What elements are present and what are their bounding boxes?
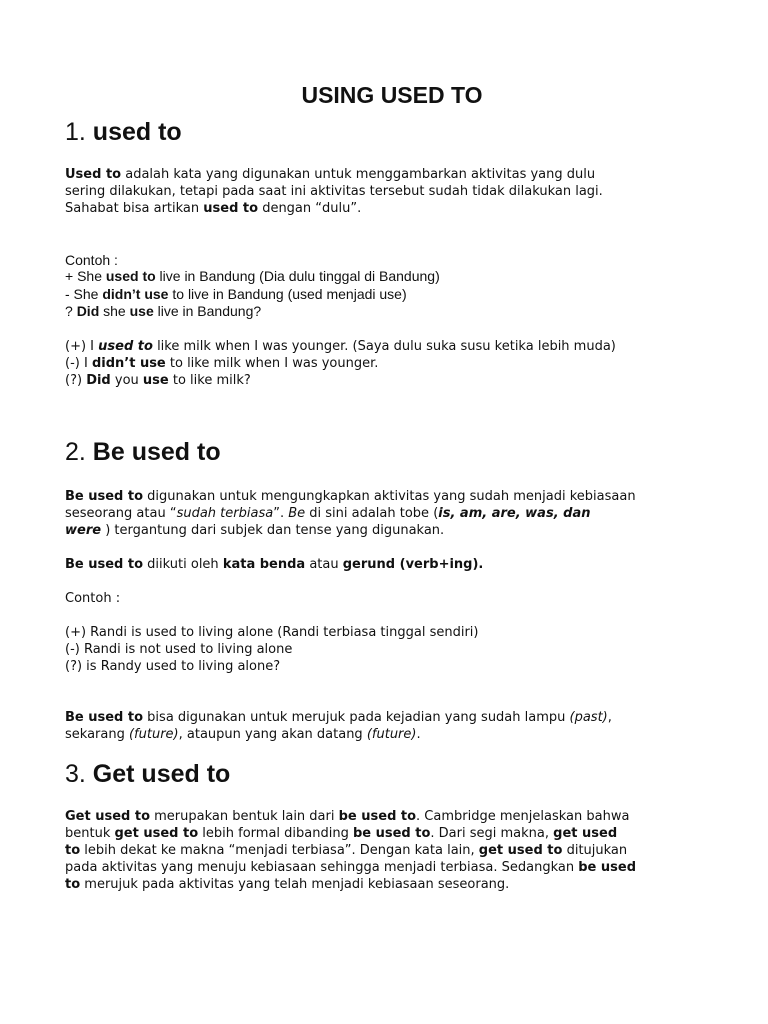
text-run: dengan “dulu”.: [258, 201, 362, 216]
section-2-number: 2.: [65, 438, 93, 466]
text-run: merujuk pada aktivitas yang telah menjadi kebiasaan seseorang.: [80, 877, 510, 892]
text-run: get used to: [478, 843, 563, 858]
text-run: (past): [569, 710, 608, 725]
s3-paragraph-line-3: [65, 842, 627, 859]
text-run: get used to: [114, 826, 199, 841]
section-3-title: Get used to: [92, 760, 231, 788]
s2-paragraph-line-1: [65, 488, 636, 505]
section-1-title: used to: [92, 118, 182, 146]
text-run: ,: [607, 710, 612, 725]
section-2-title: Be used to: [92, 438, 221, 466]
text-run: . Dari segi makna,: [430, 826, 554, 841]
text-run: get used: [553, 826, 618, 841]
text-run: were: [65, 523, 102, 538]
text-run: sekarang: [65, 727, 129, 742]
text-run: ”.: [273, 506, 289, 521]
text-run: use: [142, 373, 169, 388]
text-run: bisa digunakan untuk merujuk pada kejadian yang sudah lampu: [143, 710, 570, 725]
text-run: like milk when I was younger. (Saya dulu suka susu ketika lebih muda): [152, 339, 616, 354]
section-3-heading: [65, 760, 230, 789]
text-run: Be used to: [65, 557, 144, 572]
text-run: - She: [65, 286, 103, 302]
page-title: USING USED TO: [301, 82, 483, 108]
text-run: sering dilakukan, tetapi pada saat ini aktivitas tersebut sudah tidak dilakukan lagi.: [65, 184, 603, 199]
text-run: ditujukan: [562, 843, 628, 858]
section-2-heading: [65, 438, 221, 467]
s1-example-3: [65, 303, 261, 320]
text-run: di sini adalah tobe (: [305, 506, 439, 521]
text-run: (+) I: [65, 339, 99, 354]
text-run: ?: [65, 303, 77, 319]
text-run: . Cambridge menjelaskan bahwa: [416, 809, 630, 824]
s1-paragraph-line-3: [65, 200, 361, 217]
s3-paragraph-line-2: [65, 825, 617, 842]
s2-example-1: (+) Randi is used to living alone (Randi terbiasa tinggal sendiri): [65, 625, 479, 640]
s2-paragraph-3-line-1: [65, 709, 612, 726]
text-run: use: [129, 303, 154, 319]
section-3-number: 3.: [65, 760, 93, 788]
text-run: digunakan untuk mengungkapkan aktivitas yang sudah menjadi kebiasaan: [143, 489, 636, 504]
s2-example-2: (-) Randi is not used to living alone: [65, 642, 293, 657]
text-run: (?): [65, 373, 87, 388]
text-run: adalah kata yang digunakan untuk menggambarkan aktivitas yang dulu: [121, 167, 596, 182]
s2-paragraph-line-2: [65, 505, 591, 522]
s1-paragraph-line-1: [65, 166, 595, 183]
text-run: used to: [203, 201, 259, 216]
text-run: Sahabat bisa artikan: [65, 201, 204, 216]
text-run: seseorang atau “: [65, 506, 177, 521]
text-run: you: [110, 373, 143, 388]
text-run: .: [416, 727, 421, 742]
text-run: live in Bandung?: [153, 303, 262, 319]
text-run: ) tergantung dari subjek dan tense yang digunakan.: [101, 523, 445, 538]
text-run: (future): [128, 727, 179, 742]
s3-paragraph-line-4: [65, 859, 636, 876]
s2-example-3: (?) is Randy used to living alone?: [65, 659, 281, 674]
text-run: Did: [86, 373, 111, 388]
text-run: be used to: [352, 826, 431, 841]
section-1-number: 1.: [65, 118, 93, 146]
text-run: + She: [65, 268, 106, 284]
s1-example-1: [65, 268, 440, 285]
text-run: to live in Bandung (used menjadi use): [168, 286, 407, 302]
text-run: bentuk: [65, 826, 115, 841]
s1-paragraph-line-2: [65, 183, 603, 200]
text-run: is, am, are, was, dan: [438, 506, 591, 521]
s3-paragraph-line-5: [65, 876, 509, 893]
text-run: live in Bandung (Dia dulu tinggal di Bandung): [155, 268, 440, 284]
text-run: used to: [98, 339, 153, 354]
text-run: to: [65, 877, 81, 892]
text-run: gerund (verb+ing).: [342, 557, 484, 572]
text-run: be used: [578, 860, 636, 875]
text-run: Get used to: [65, 809, 151, 824]
text-run: Did: [76, 303, 100, 319]
text-run: to like milk?: [168, 373, 251, 388]
text-run: lebih dekat ke makna “menjadi terbiasa”. Dengan kata lain,: [80, 843, 479, 858]
text-run: lebih formal dibanding: [198, 826, 353, 841]
text-run: to: [65, 843, 81, 858]
text-run: merupakan bentuk lain dari: [150, 809, 339, 824]
text-run: didn’t use: [102, 286, 169, 302]
text-run: Be used to: [65, 489, 144, 504]
text-run: she: [99, 303, 130, 319]
text-run: , ataupun yang akan datang: [178, 727, 367, 742]
s1-example-5: [65, 355, 378, 372]
s2-contoh-label: Contoh :: [65, 591, 121, 606]
s1-example-2: [65, 286, 407, 303]
text-run: Be used to: [65, 710, 144, 725]
section-1-heading: [65, 118, 182, 147]
s1-example-6: [65, 372, 251, 389]
text-run: be used to: [338, 809, 417, 824]
text-run: pada aktivitas yang menuju kebiasaan sehingga menjadi terbiasa. Sedangkan: [65, 860, 579, 875]
s1-example-4: [65, 338, 616, 355]
text-run: to like milk when I was younger.: [165, 356, 379, 371]
s2-paragraph-2: [65, 556, 483, 573]
text-run: (future): [366, 727, 417, 742]
text-run: Be: [288, 506, 306, 521]
s2-paragraph-line-3: [65, 522, 444, 539]
text-run: kata benda: [222, 557, 306, 572]
text-run: Used to: [65, 167, 122, 182]
s1-contoh-label: Contoh :: [65, 252, 118, 268]
text-run: didn’t use: [91, 356, 166, 371]
text-run: diikuti oleh: [143, 557, 223, 572]
text-run: sudah terbiasa: [176, 506, 274, 521]
s2-paragraph-3-line-2: [65, 726, 421, 743]
text-run: used to: [105, 268, 156, 284]
s3-paragraph-line-1: [65, 808, 629, 825]
text-run: (-) I: [65, 356, 92, 371]
text-run: atau: [305, 557, 343, 572]
